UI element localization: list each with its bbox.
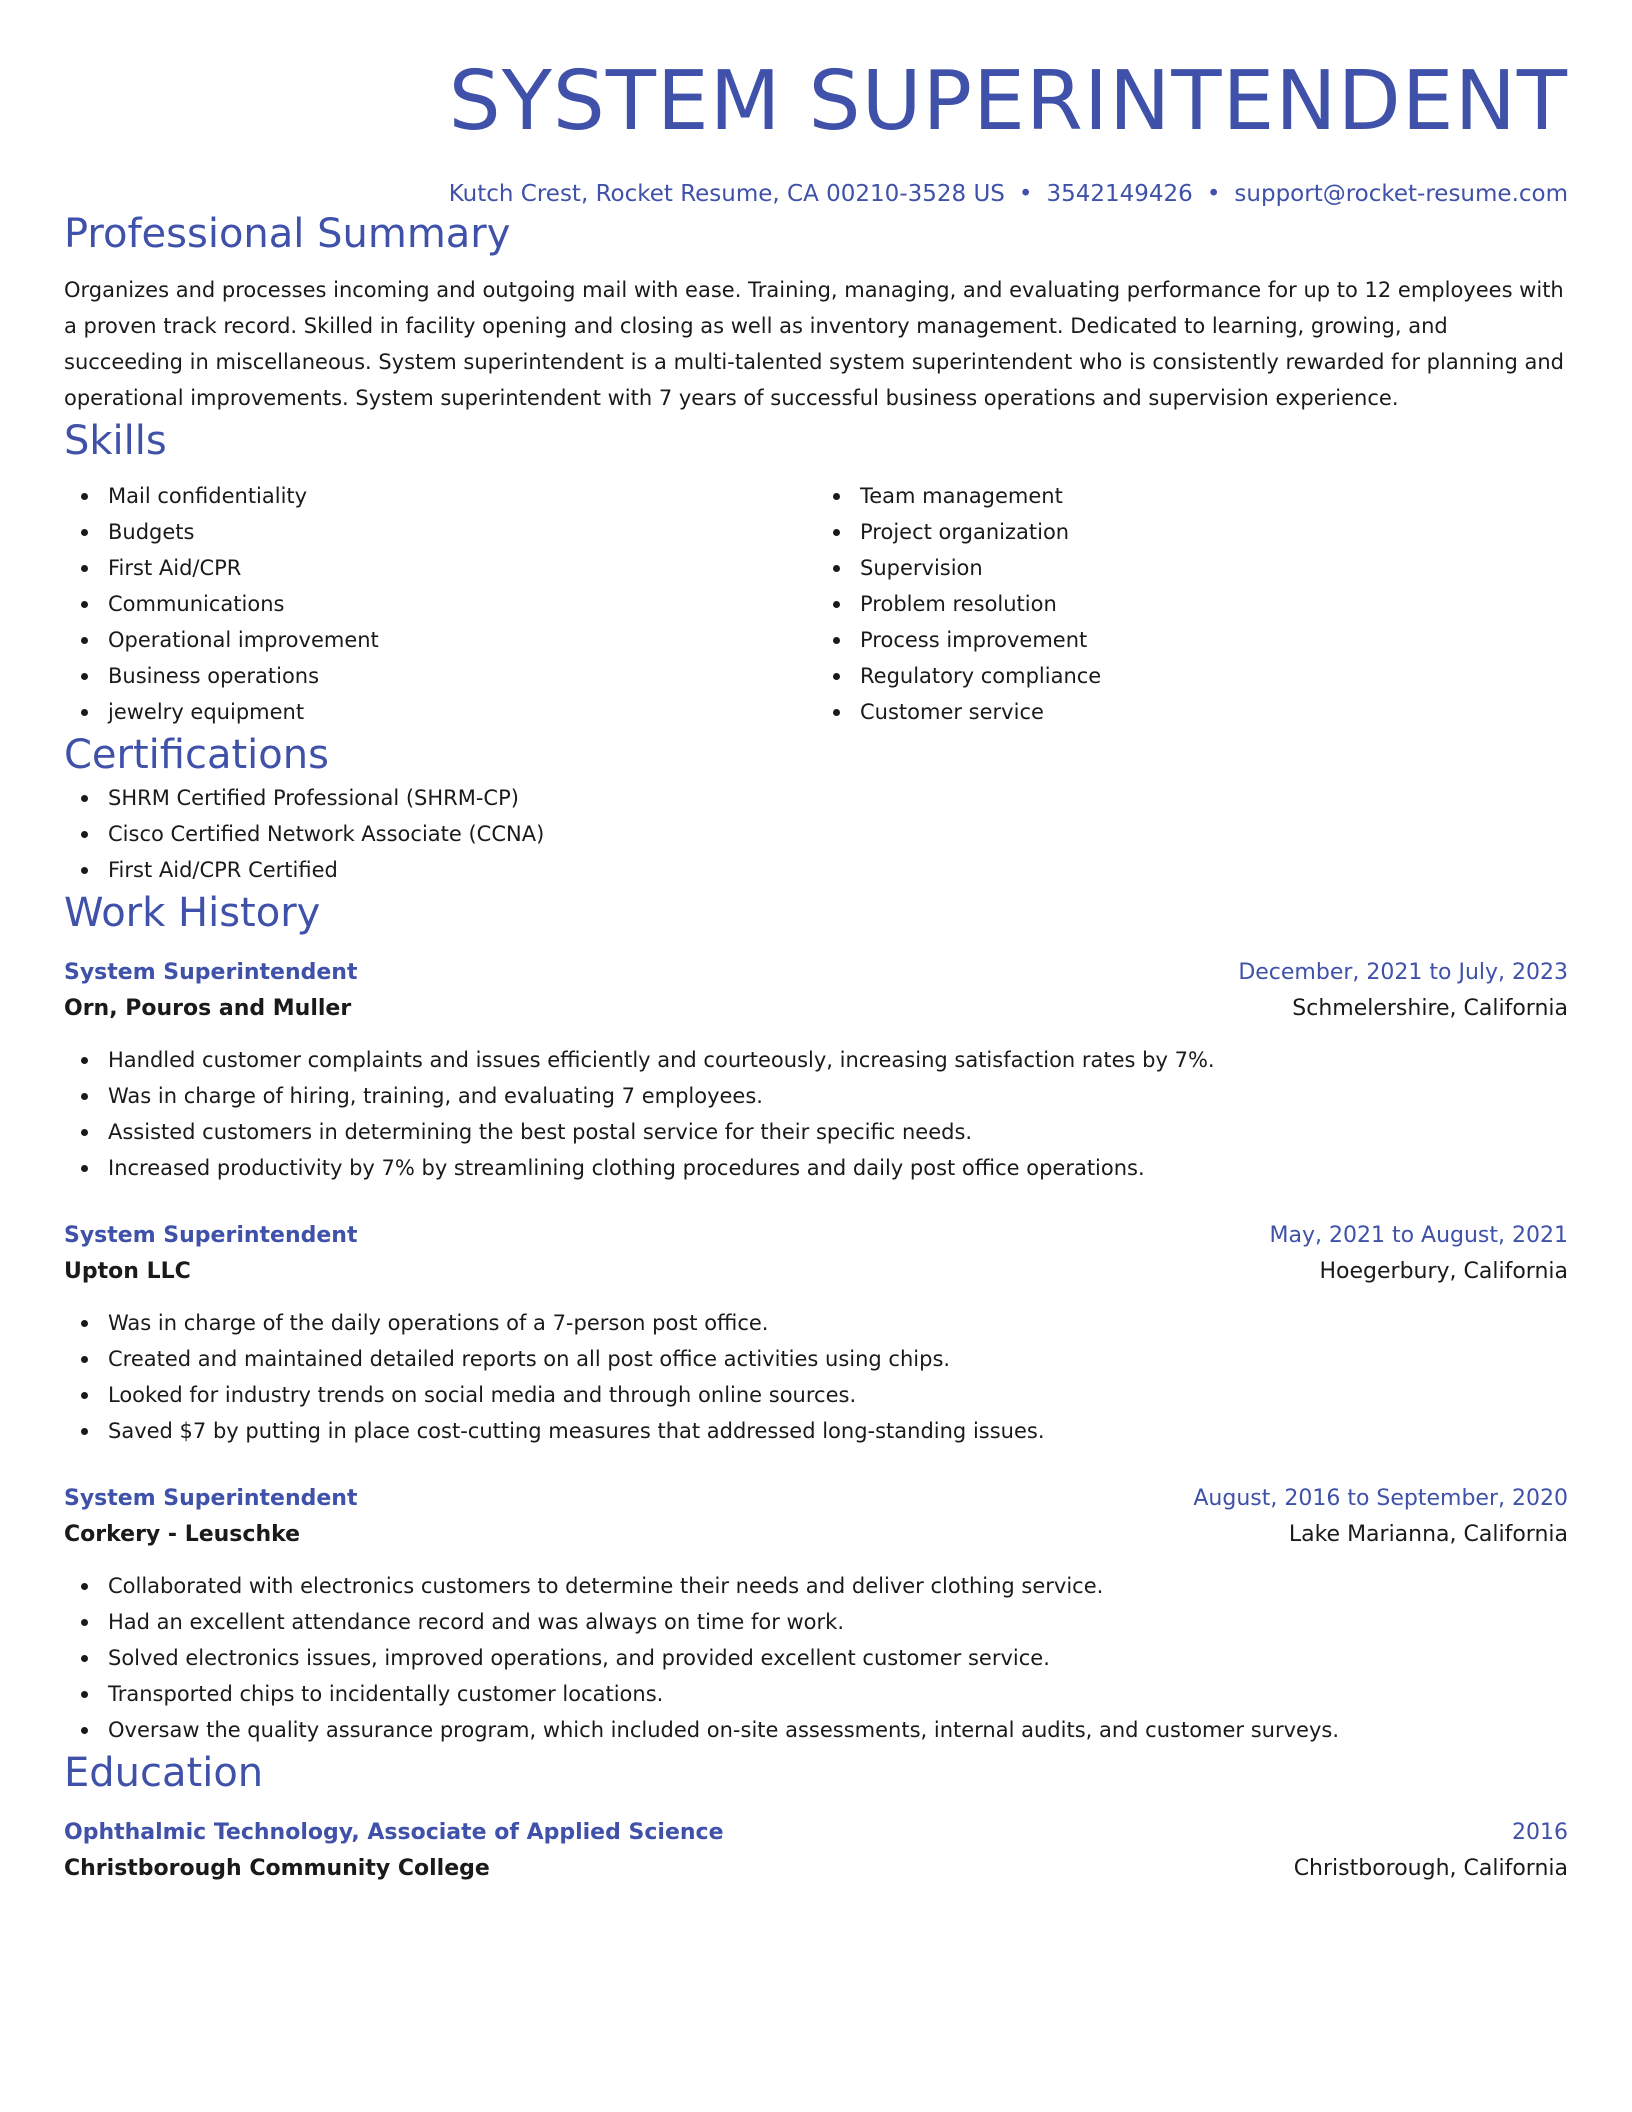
job-entry bbox=[64, 1482, 1568, 1748]
job-entry bbox=[64, 956, 1568, 1186]
skill-item: jewelry equipment bbox=[108, 694, 816, 730]
job-dates: August, 2016 to September, 2020 bbox=[1193, 1486, 1568, 1511]
job-title: System Superintendent bbox=[64, 1223, 358, 1248]
job-header bbox=[64, 956, 1568, 990]
job-subheader bbox=[64, 1253, 1568, 1291]
job-bullet: Was in charge of hiring, training, and evaluating 7 employees. bbox=[108, 1078, 1568, 1114]
job-subheader bbox=[64, 990, 1568, 1028]
education-header bbox=[64, 1816, 1568, 1850]
job-bullet: Increased productivity by 7% by streamlining clothing procedures and daily post office operations. bbox=[108, 1150, 1568, 1186]
job-dates: December, 2021 to July, 2023 bbox=[1238, 960, 1568, 985]
job-bullet: Oversaw the quality assurance program, which included on-site assessments, internal audits, and customer surveys. bbox=[108, 1712, 1568, 1748]
job-header bbox=[64, 1219, 1568, 1253]
summary-text: Organizes and processes incoming and outgoing mail with ease. Training, managing, and evaluating performance for up to 12 employees with a proven track record. Skilled in facility opening and closing as well as inventory management. Dedicated to learning, growing, and succeeding in miscellaneous. System superintendent is a multi-talented system superintendent who is consistently rewarded for planning and operational improvements. System superintendent with 7 years of successful business operations and supervision experience. bbox=[64, 278, 1564, 410]
skill-item: Project organization bbox=[860, 514, 1568, 550]
job-bullet: Collaborated with electronics customers to determine their needs and deliver clothing service. bbox=[108, 1568, 1568, 1604]
contact-line bbox=[64, 179, 1568, 209]
education-school: Christborough Community College bbox=[64, 1856, 490, 1881]
job-header bbox=[64, 1482, 1568, 1516]
skill-item: Regulatory compliance bbox=[860, 658, 1568, 694]
certification-item: First Aid/CPR Certified bbox=[108, 852, 1568, 888]
contact-separator: • bbox=[1018, 181, 1033, 207]
certifications-list bbox=[64, 780, 1568, 888]
skill-item: Operational improvement bbox=[108, 622, 816, 658]
certification-item: Cisco Certified Network Associate (CCNA) bbox=[108, 816, 1568, 852]
education-degree: Ophthalmic Technology, Associate of Applied Science bbox=[64, 1820, 724, 1845]
job-bullet: Created and maintained detailed reports on all post office activities using chips. bbox=[108, 1341, 1568, 1377]
skill-item: Mail confidentiality bbox=[108, 478, 816, 514]
section-title-education: Education bbox=[64, 1750, 264, 1796]
job-subheader bbox=[64, 1516, 1568, 1554]
skill-item: Budgets bbox=[108, 514, 816, 550]
contact-email[interactable]: support@rocket-resume.com bbox=[1234, 181, 1568, 207]
job-company: Orn, Pouros and Muller bbox=[64, 996, 352, 1021]
contact-separator: • bbox=[1206, 181, 1221, 207]
resume-page bbox=[64, 52, 1568, 1888]
certification-item: SHRM Certified Professional (SHRM-CP) bbox=[108, 780, 1568, 816]
skill-item: Problem resolution bbox=[860, 586, 1568, 622]
section-title-skills: Skills bbox=[64, 418, 167, 464]
skill-item: Team management bbox=[860, 478, 1568, 514]
skill-item: Customer service bbox=[860, 694, 1568, 730]
skills-list bbox=[64, 478, 1568, 730]
job-dates: May, 2021 to August, 2021 bbox=[1269, 1223, 1568, 1248]
resume-name: SYSTEM SUPERINTENDENT bbox=[448, 54, 1568, 149]
job-bullet: Handled customer complaints and issues efficiently and courteously, increasing satisfaction rates by 7%. bbox=[108, 1042, 1568, 1078]
job-bullet: Had an excellent attendance record and was always on time for work. bbox=[108, 1604, 1568, 1640]
job-bullet: Assisted customers in determining the best postal service for their specific needs. bbox=[108, 1114, 1568, 1150]
job-location: Hoegerbury, California bbox=[1319, 1259, 1568, 1284]
skill-item: Communications bbox=[108, 586, 816, 622]
section-title-certifications: Certifications bbox=[64, 732, 329, 778]
job-bullets bbox=[64, 1568, 1568, 1748]
job-bullet: Looked for industry trends on social media and through online sources. bbox=[108, 1377, 1568, 1413]
job-entry bbox=[64, 1219, 1568, 1449]
job-bullet: Saved $7 by putting in place cost-cutting measures that addressed long-standing issues. bbox=[108, 1413, 1568, 1449]
job-bullets bbox=[64, 1042, 1568, 1186]
job-bullets bbox=[64, 1305, 1568, 1449]
section-title-summary: Professional Summary bbox=[64, 211, 511, 257]
education-location: Christborough, California bbox=[1293, 1856, 1568, 1881]
contact-phone: 3542149426 bbox=[1046, 181, 1193, 207]
skill-item: Business operations bbox=[108, 658, 816, 694]
education-entry bbox=[64, 1816, 1568, 1888]
job-location: Lake Marianna, California bbox=[1288, 1522, 1568, 1547]
job-title: System Superintendent bbox=[64, 960, 358, 985]
job-bullet: Was in charge of the daily operations of a 7-person post office. bbox=[108, 1305, 1568, 1341]
job-title: System Superintendent bbox=[64, 1486, 358, 1511]
job-bullet: Solved electronics issues, improved operations, and provided excellent customer service. bbox=[108, 1640, 1568, 1676]
section-title-work-history: Work History bbox=[64, 890, 321, 936]
education-year: 2016 bbox=[1512, 1820, 1568, 1845]
education-subheader bbox=[64, 1850, 1568, 1888]
job-bullet: Transported chips to incidentally customer locations. bbox=[108, 1676, 1568, 1712]
job-company: Upton LLC bbox=[64, 1259, 191, 1284]
skill-item: First Aid/CPR bbox=[108, 550, 816, 586]
skills-column-left bbox=[64, 478, 816, 730]
skill-item: Process improvement bbox=[860, 622, 1568, 658]
skills-column-right bbox=[816, 478, 1568, 730]
contact-address: Kutch Crest, Rocket Resume, CA 00210-3528 US bbox=[448, 181, 1005, 207]
job-company: Corkery - Leuschke bbox=[64, 1522, 301, 1547]
skill-item: Supervision bbox=[860, 550, 1568, 586]
job-location: Schmelershire, California bbox=[1292, 996, 1568, 1021]
